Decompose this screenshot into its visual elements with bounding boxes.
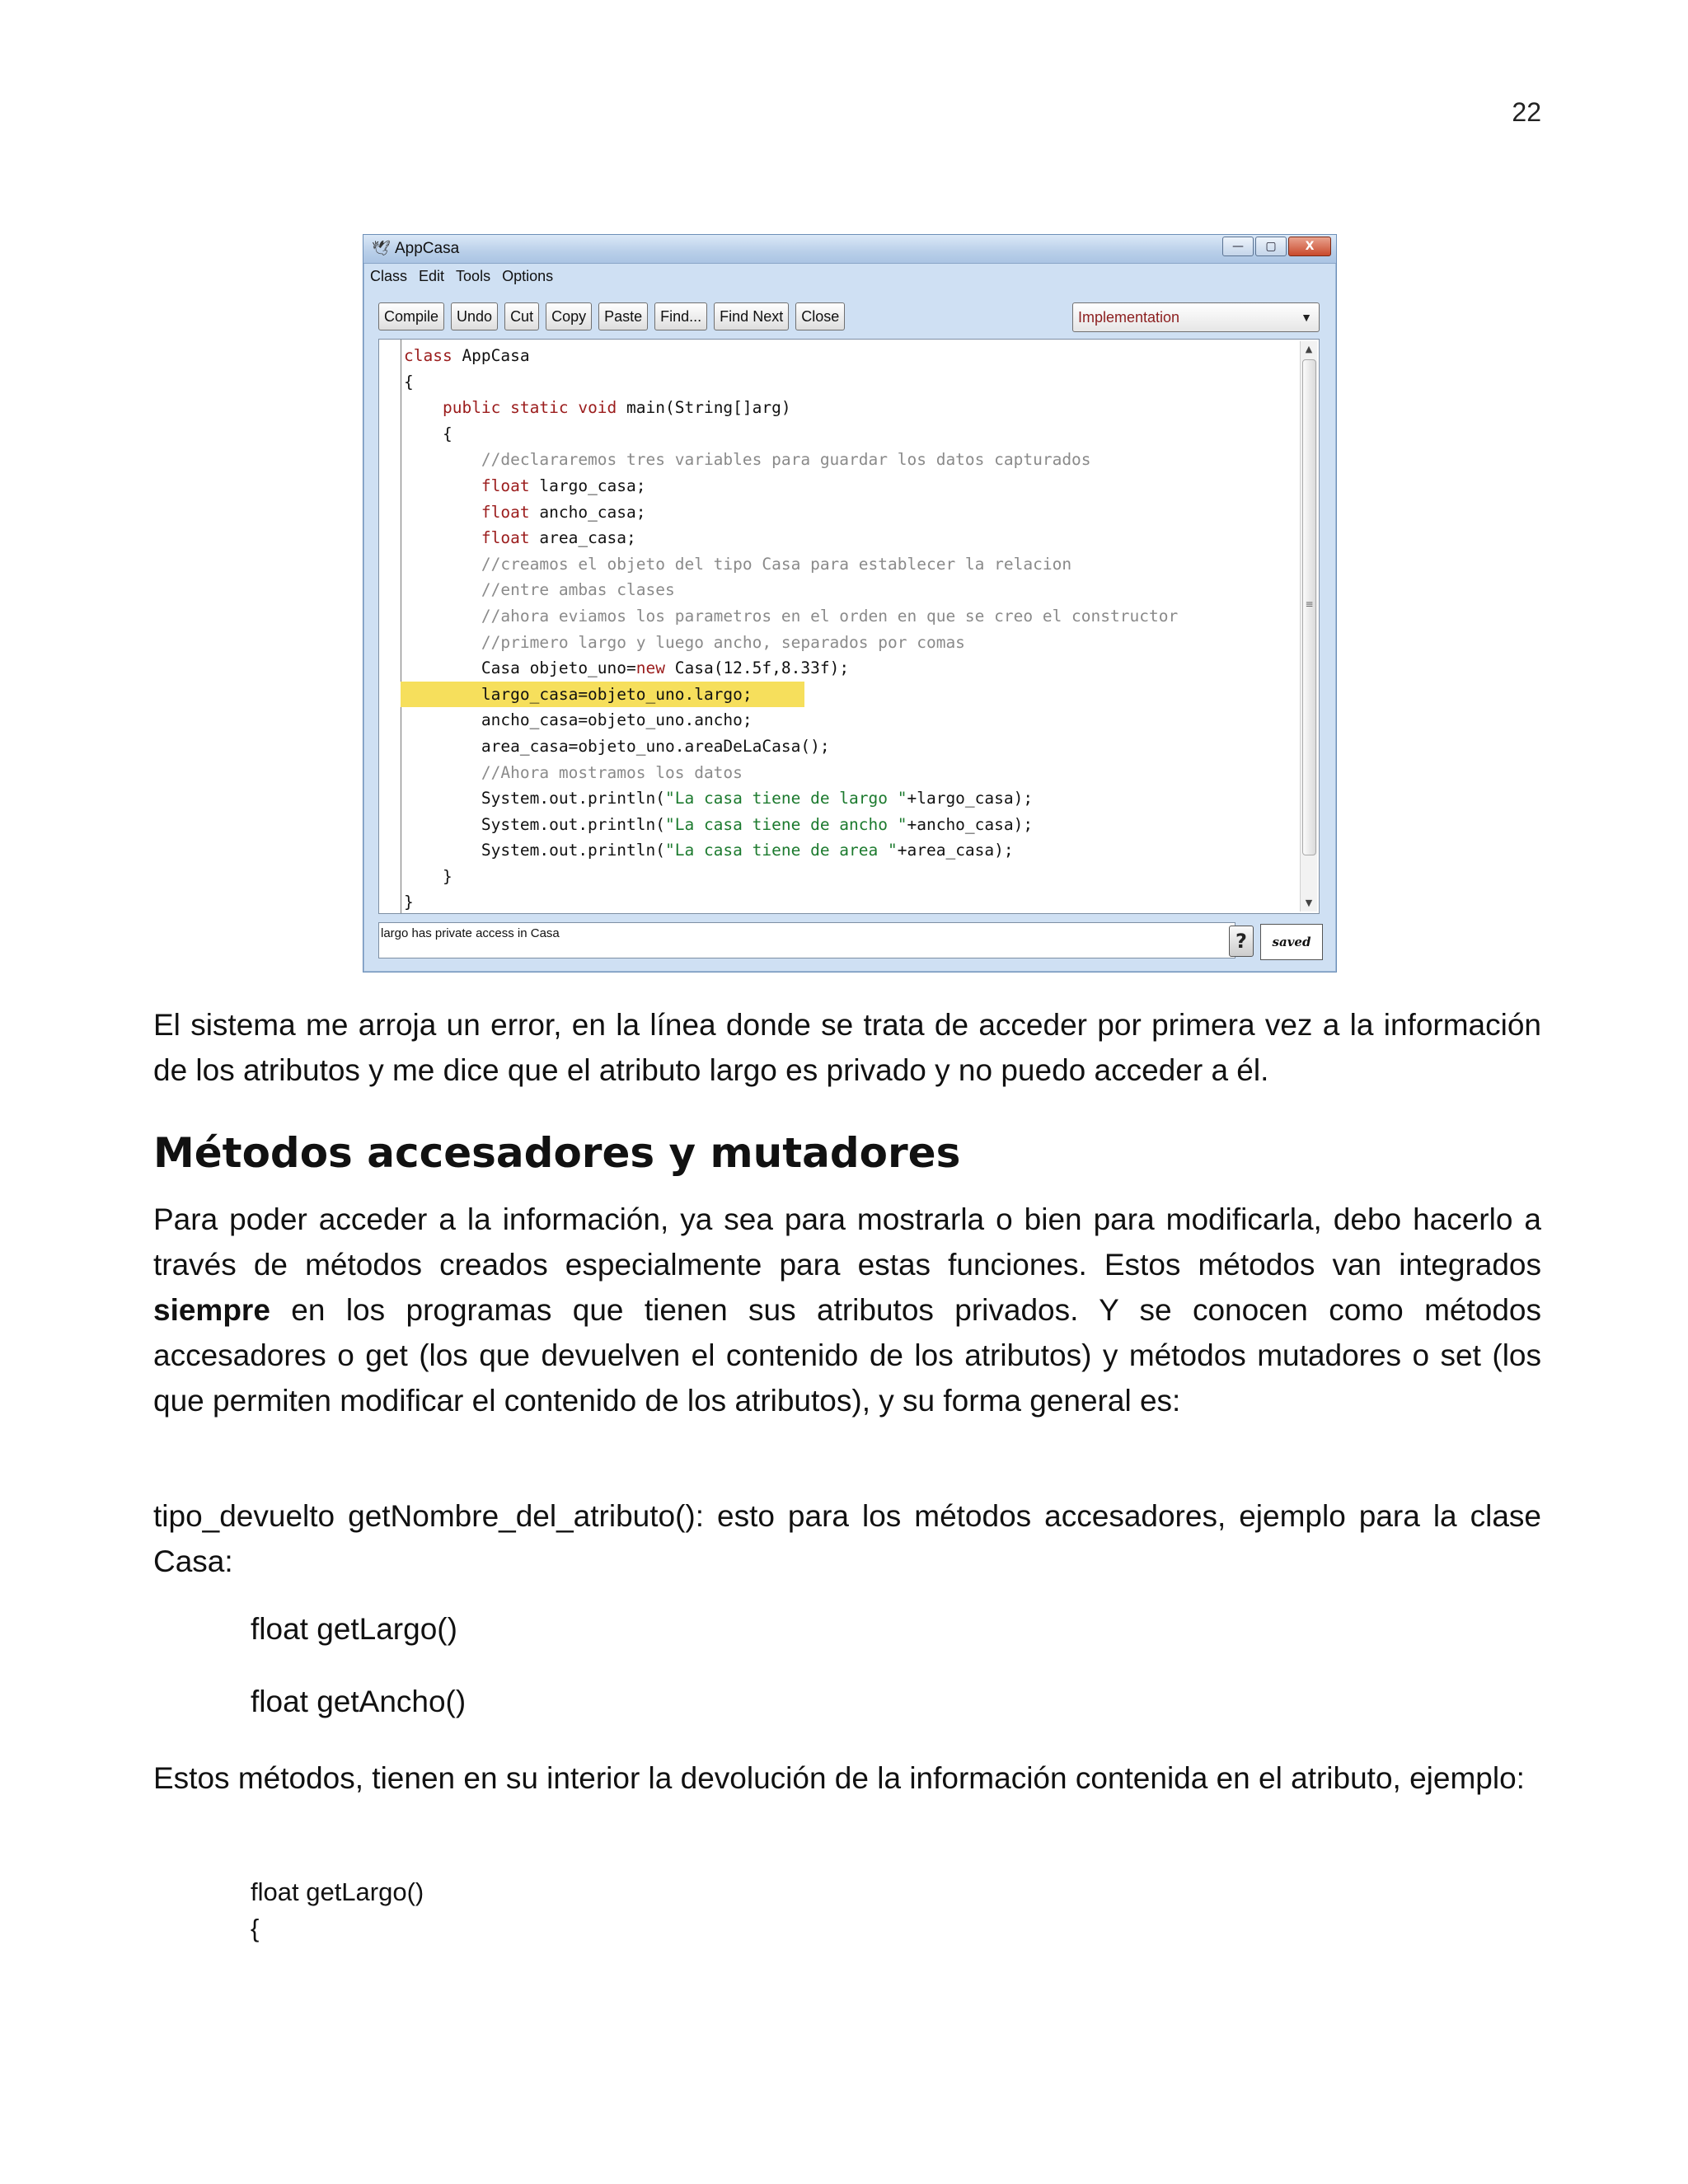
minimize-button[interactable]: — bbox=[1222, 237, 1254, 256]
code-token: float bbox=[481, 502, 530, 522]
code-token: "La casa tiene de ancho " bbox=[664, 814, 907, 834]
menu-options[interactable]: Options bbox=[502, 268, 554, 284]
text-run: Para poder acceder a la información, ya sea para mostrarla o bien para modificarla, debo hacerlo a través de métodos creados especialmente para estas funciones. Estos métodos van integrados bbox=[153, 1202, 1541, 1282]
code-line bbox=[404, 655, 1294, 682]
menu-bar bbox=[370, 268, 565, 288]
window-title: AppCasa bbox=[395, 240, 460, 257]
code-token: System.out.println( bbox=[404, 814, 665, 834]
code-token: //primero largo y luego ancho, separados por comas bbox=[404, 632, 965, 652]
code-token: main(String[]arg) bbox=[617, 398, 791, 418]
compile-button[interactable]: Compile bbox=[378, 302, 444, 330]
menu-edit[interactable]: Edit bbox=[419, 268, 445, 284]
code-token: { bbox=[404, 424, 452, 443]
code-line bbox=[404, 525, 1294, 551]
code-token: largo_casa; bbox=[529, 476, 646, 495]
example-getlargo: float getLargo() bbox=[251, 1612, 457, 1646]
code-example-line-1: float getLargo() bbox=[251, 1877, 424, 1906]
code-token: "La casa tiene de area " bbox=[664, 841, 898, 860]
vertical-scrollbar[interactable] bbox=[1300, 341, 1317, 912]
code-line bbox=[404, 369, 1294, 396]
example-getancho: float getAncho() bbox=[251, 1685, 467, 1718]
code-token: +area_casa); bbox=[897, 841, 1014, 860]
code-token: "La casa tiene de largo " bbox=[664, 789, 907, 808]
code-token: Casa objeto_uno= bbox=[404, 658, 636, 678]
window-controls bbox=[1221, 237, 1331, 256]
code-line bbox=[404, 733, 1294, 760]
code-line bbox=[404, 837, 1294, 864]
title-bar[interactable] bbox=[363, 235, 1336, 264]
code-line bbox=[404, 577, 1294, 603]
status-message: largo has private access in Casa bbox=[378, 922, 1236, 958]
code-line bbox=[404, 889, 1294, 914]
code-area[interactable] bbox=[404, 343, 1294, 914]
bird-icon: 🕊 bbox=[372, 240, 391, 257]
maximize-button[interactable]: ▢ bbox=[1255, 237, 1287, 256]
code-example-line-2: { bbox=[251, 1914, 260, 1943]
code-token bbox=[404, 398, 443, 417]
page-number: 22 bbox=[1512, 97, 1541, 127]
toolbar bbox=[378, 302, 851, 330]
code-token: +ancho_casa); bbox=[907, 814, 1034, 834]
code-line bbox=[404, 630, 1294, 656]
code-token: +largo_casa); bbox=[907, 789, 1034, 808]
doc-paragraph-1 bbox=[153, 1002, 1541, 1093]
code-line bbox=[404, 707, 1294, 733]
code-line bbox=[404, 864, 1294, 890]
code-line bbox=[404, 343, 1294, 369]
close-button[interactable]: Close bbox=[795, 302, 845, 330]
scroll-up-icon[interactable]: ▲ bbox=[1305, 344, 1313, 354]
doc-paragraph-3 bbox=[153, 1493, 1541, 1584]
chevron-down-icon: ▼ bbox=[1301, 311, 1312, 324]
code-line bbox=[404, 499, 1294, 526]
code-token: AppCasa bbox=[452, 346, 530, 365]
find-next-button[interactable]: Find Next bbox=[714, 302, 789, 330]
saved-indicator: saved bbox=[1260, 924, 1323, 960]
code-line bbox=[404, 785, 1294, 812]
getter-body-description: Estos métodos, tienen en su interior la devolución de la información contenida en el atributo, ejemplo: bbox=[153, 1761, 1525, 1795]
code-token: class bbox=[404, 346, 452, 365]
code-token: System.out.println( bbox=[404, 841, 665, 860]
code-token: new bbox=[635, 658, 665, 678]
code-token: Casa(12.5f,8.33f); bbox=[665, 658, 850, 678]
code-token bbox=[404, 503, 481, 522]
error-explanation: El sistema me arroja un error, en la línea donde se trata de acceder por primera vez a la información de los atributos y me dice que el atributo largo es privado y no puedo acceder a él. bbox=[153, 1008, 1541, 1087]
code-line bbox=[404, 551, 1294, 578]
code-token: //Ahora mostramos los datos bbox=[404, 762, 743, 782]
text-run: en los programas que tienen sus atributos privados. Y se conocen como métodos accesadores o get (los que devuelven el contenido de los atributos) y métodos mutadores o set (los que permiten modificar el contenido de los atributos), y su forma general es: bbox=[153, 1293, 1541, 1418]
code-token: } bbox=[404, 893, 414, 912]
getter-form: tipo_devuelto getNombre_del_atributo(): esto para los métodos accesadores, ejemplo para la clase Casa: bbox=[153, 1499, 1541, 1578]
code-line bbox=[404, 395, 1294, 421]
code-line bbox=[401, 682, 804, 708]
menu-class[interactable]: Class bbox=[370, 268, 408, 284]
code-token: public static void bbox=[442, 398, 617, 418]
code-token bbox=[404, 476, 481, 495]
code-token: float bbox=[481, 476, 530, 495]
find-button[interactable]: Find... bbox=[654, 302, 707, 330]
code-token: float bbox=[481, 528, 530, 548]
code-line bbox=[404, 421, 1294, 448]
grip-icon: ≡ bbox=[1305, 598, 1314, 610]
help-button[interactable]: ? bbox=[1229, 926, 1254, 957]
menu-tools[interactable]: Tools bbox=[456, 268, 491, 284]
code-line bbox=[404, 812, 1294, 838]
code-token: //entre ambas clases bbox=[404, 580, 675, 600]
close-window-button[interactable]: X bbox=[1288, 237, 1331, 256]
section-heading-wrap bbox=[153, 1129, 1541, 1177]
copy-button[interactable]: Copy bbox=[546, 302, 592, 330]
code-token bbox=[404, 528, 481, 547]
code-token: System.out.println( bbox=[404, 789, 665, 808]
code-token: ancho_casa; bbox=[529, 502, 646, 522]
section-heading: Métodos accesadores y mutadores bbox=[153, 1129, 961, 1177]
ide-window bbox=[363, 234, 1337, 972]
code-line bbox=[404, 473, 1294, 499]
code-token: ancho_casa=objeto_uno.ancho; bbox=[404, 710, 753, 730]
doc-paragraph-4 bbox=[153, 1755, 1541, 1801]
code-line bbox=[404, 760, 1294, 786]
cut-button[interactable]: Cut bbox=[504, 302, 539, 330]
code-token: largo_casa=objeto_uno.largo; bbox=[404, 684, 753, 704]
code-line bbox=[404, 603, 1294, 630]
emphasis-siempre: siempre bbox=[153, 1293, 270, 1327]
code-token: { bbox=[404, 372, 414, 391]
doc-paragraph-2 bbox=[153, 1197, 1541, 1423]
paste-button[interactable]: Paste bbox=[598, 302, 648, 330]
accessor-description bbox=[153, 1197, 1541, 1423]
scroll-thumb[interactable] bbox=[1302, 359, 1316, 855]
code-token: area_casa=objeto_uno.areaDeLaCasa(); bbox=[404, 736, 830, 756]
code-editor[interactable] bbox=[378, 339, 1320, 914]
code-token: //declararemos tres variables para guardar los datos capturados bbox=[404, 450, 1091, 470]
code-token: } bbox=[404, 866, 452, 886]
code-token: //ahora eviamos los parametros en el orden en que se creo el constructor bbox=[404, 606, 1179, 626]
code-line bbox=[404, 447, 1294, 473]
undo-button[interactable]: Undo bbox=[451, 302, 498, 330]
view-select[interactable] bbox=[1072, 302, 1320, 332]
code-token: area_casa; bbox=[529, 528, 636, 548]
code-token: //creamos el objeto del tipo Casa para establecer la relacion bbox=[404, 554, 1072, 574]
scroll-down-icon[interactable]: ▼ bbox=[1305, 898, 1313, 908]
view-select-value: Implementation bbox=[1078, 309, 1180, 326]
